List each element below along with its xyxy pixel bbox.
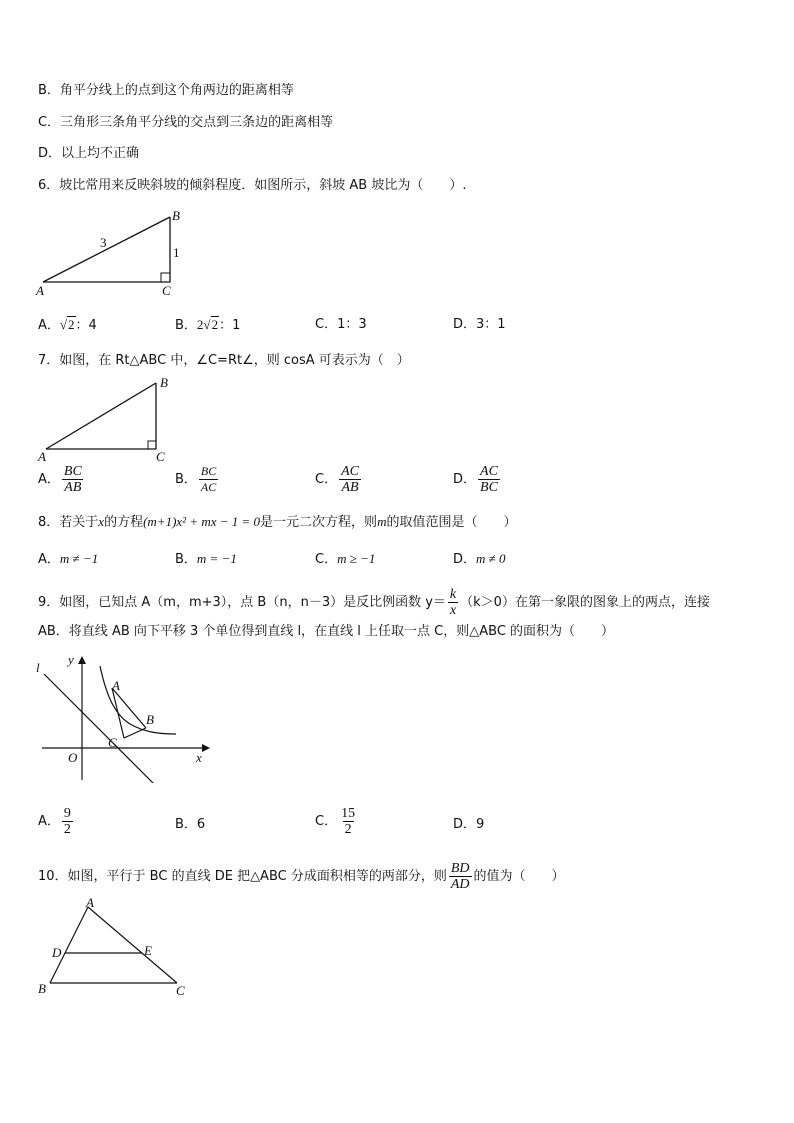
q9-label-y: y: [68, 652, 74, 667]
q7-label-b: B: [160, 375, 168, 390]
q9-stem-line2: AB．将直线 AB 向下平移 3 个单位得到直线 l，在直线 l 上任取一点 C，则△ABC 的面积为（ ）: [38, 624, 615, 639]
q10-label-c: C: [176, 983, 185, 998]
q8-option-c: C．m ≥ −1: [315, 551, 376, 567]
q8-equation: (m+1)x² + mx − 1 = 0: [143, 514, 261, 529]
q6-label-b: B: [172, 208, 180, 223]
q9-stem-line1: 9．如图，已知点 A（m，m+3），点 B（n，n－3）是反比例函数 y＝ $\frac{k}{x}$ （k＞0）在第一象限的图象上的两点，连接: [38, 587, 710, 618]
q9-option-b: B．6: [175, 817, 206, 832]
q6-option-b: B．2√2：1: [175, 317, 241, 333]
q7-label-a: A: [38, 449, 46, 464]
q10-label-d: D: [52, 945, 62, 960]
q10-stem: 10．如图，平行于 BC 的直线 DE 把△ABC 分成面积相等的两部分，则 $\frac{BD}{AD}$ 的值为（ ）: [38, 861, 565, 892]
q8-option-b: B．m = −1: [175, 551, 237, 567]
q6-option-d: D．3：1: [453, 317, 506, 332]
option-c-prev: C．三角形三条角平分线的交点到三条边的距离相等: [38, 115, 334, 130]
q9-label-a: A: [112, 678, 120, 693]
q9-label-b: B: [146, 712, 154, 727]
q9-label-o: O: [68, 750, 78, 765]
q9-label-l: l: [36, 660, 40, 675]
q6-label-c: C: [162, 283, 171, 298]
q10-figure: [30, 893, 200, 1003]
q6-figure: [30, 205, 200, 300]
q7-label-c: C: [156, 449, 165, 464]
q10-label-b: B: [38, 981, 46, 996]
q9-option-c: C． $\frac{15}{2}$: [315, 806, 356, 837]
q8-option-a: A．m ≠ −1: [38, 551, 99, 567]
q10-label-e: E: [144, 943, 152, 958]
q7-option-a: A． $\frac{BC}{AB}$: [38, 464, 82, 495]
q7-option-b: B． $\frac{BC}{AC}$: [175, 464, 217, 494]
q7-stem: 7．如图，在 Rt△ABC 中，∠C=Rt∠，则 cosA 可表示为（ ）: [38, 353, 410, 368]
q9-label-c: C: [108, 735, 117, 750]
q7-option-d: D． $\frac{AC}{BC}$: [453, 464, 498, 495]
q6-option-a: A．√2：4: [38, 317, 97, 333]
q6-stem: 6．坡比常用来反映斜坡的倾斜程度．如图所示，斜坡 AB 坡比为（ ）.: [38, 178, 467, 193]
q7-figure: [32, 373, 182, 465]
q6-label-ab: 3: [100, 235, 107, 250]
q7-option-c: C． $\frac{AC}{AB}$: [315, 464, 359, 495]
q9-option-a: A． $\frac{9}{2}$: [38, 806, 71, 837]
option-b-prev: B．角平分线上的点到这个角两边的距离相等: [38, 83, 294, 98]
q6-label-bc: 1: [173, 245, 180, 260]
q10-label-a: A: [86, 895, 94, 910]
q9-label-x: x: [196, 750, 202, 765]
q8-option-d: D．m ≠ 0: [453, 551, 506, 567]
q8-stem: 8．若关于x的方程(m+1)x² + mx − 1 = 0是一元二次方程，则m的取值范围是（ ）: [38, 514, 517, 530]
q6-label-a: A: [36, 283, 44, 298]
q9-figure: [30, 648, 215, 783]
option-d-prev: D．以上均不正确: [38, 146, 140, 161]
q9-option-d: D．9: [453, 817, 485, 832]
q6-option-c: C．1：3: [315, 317, 367, 332]
